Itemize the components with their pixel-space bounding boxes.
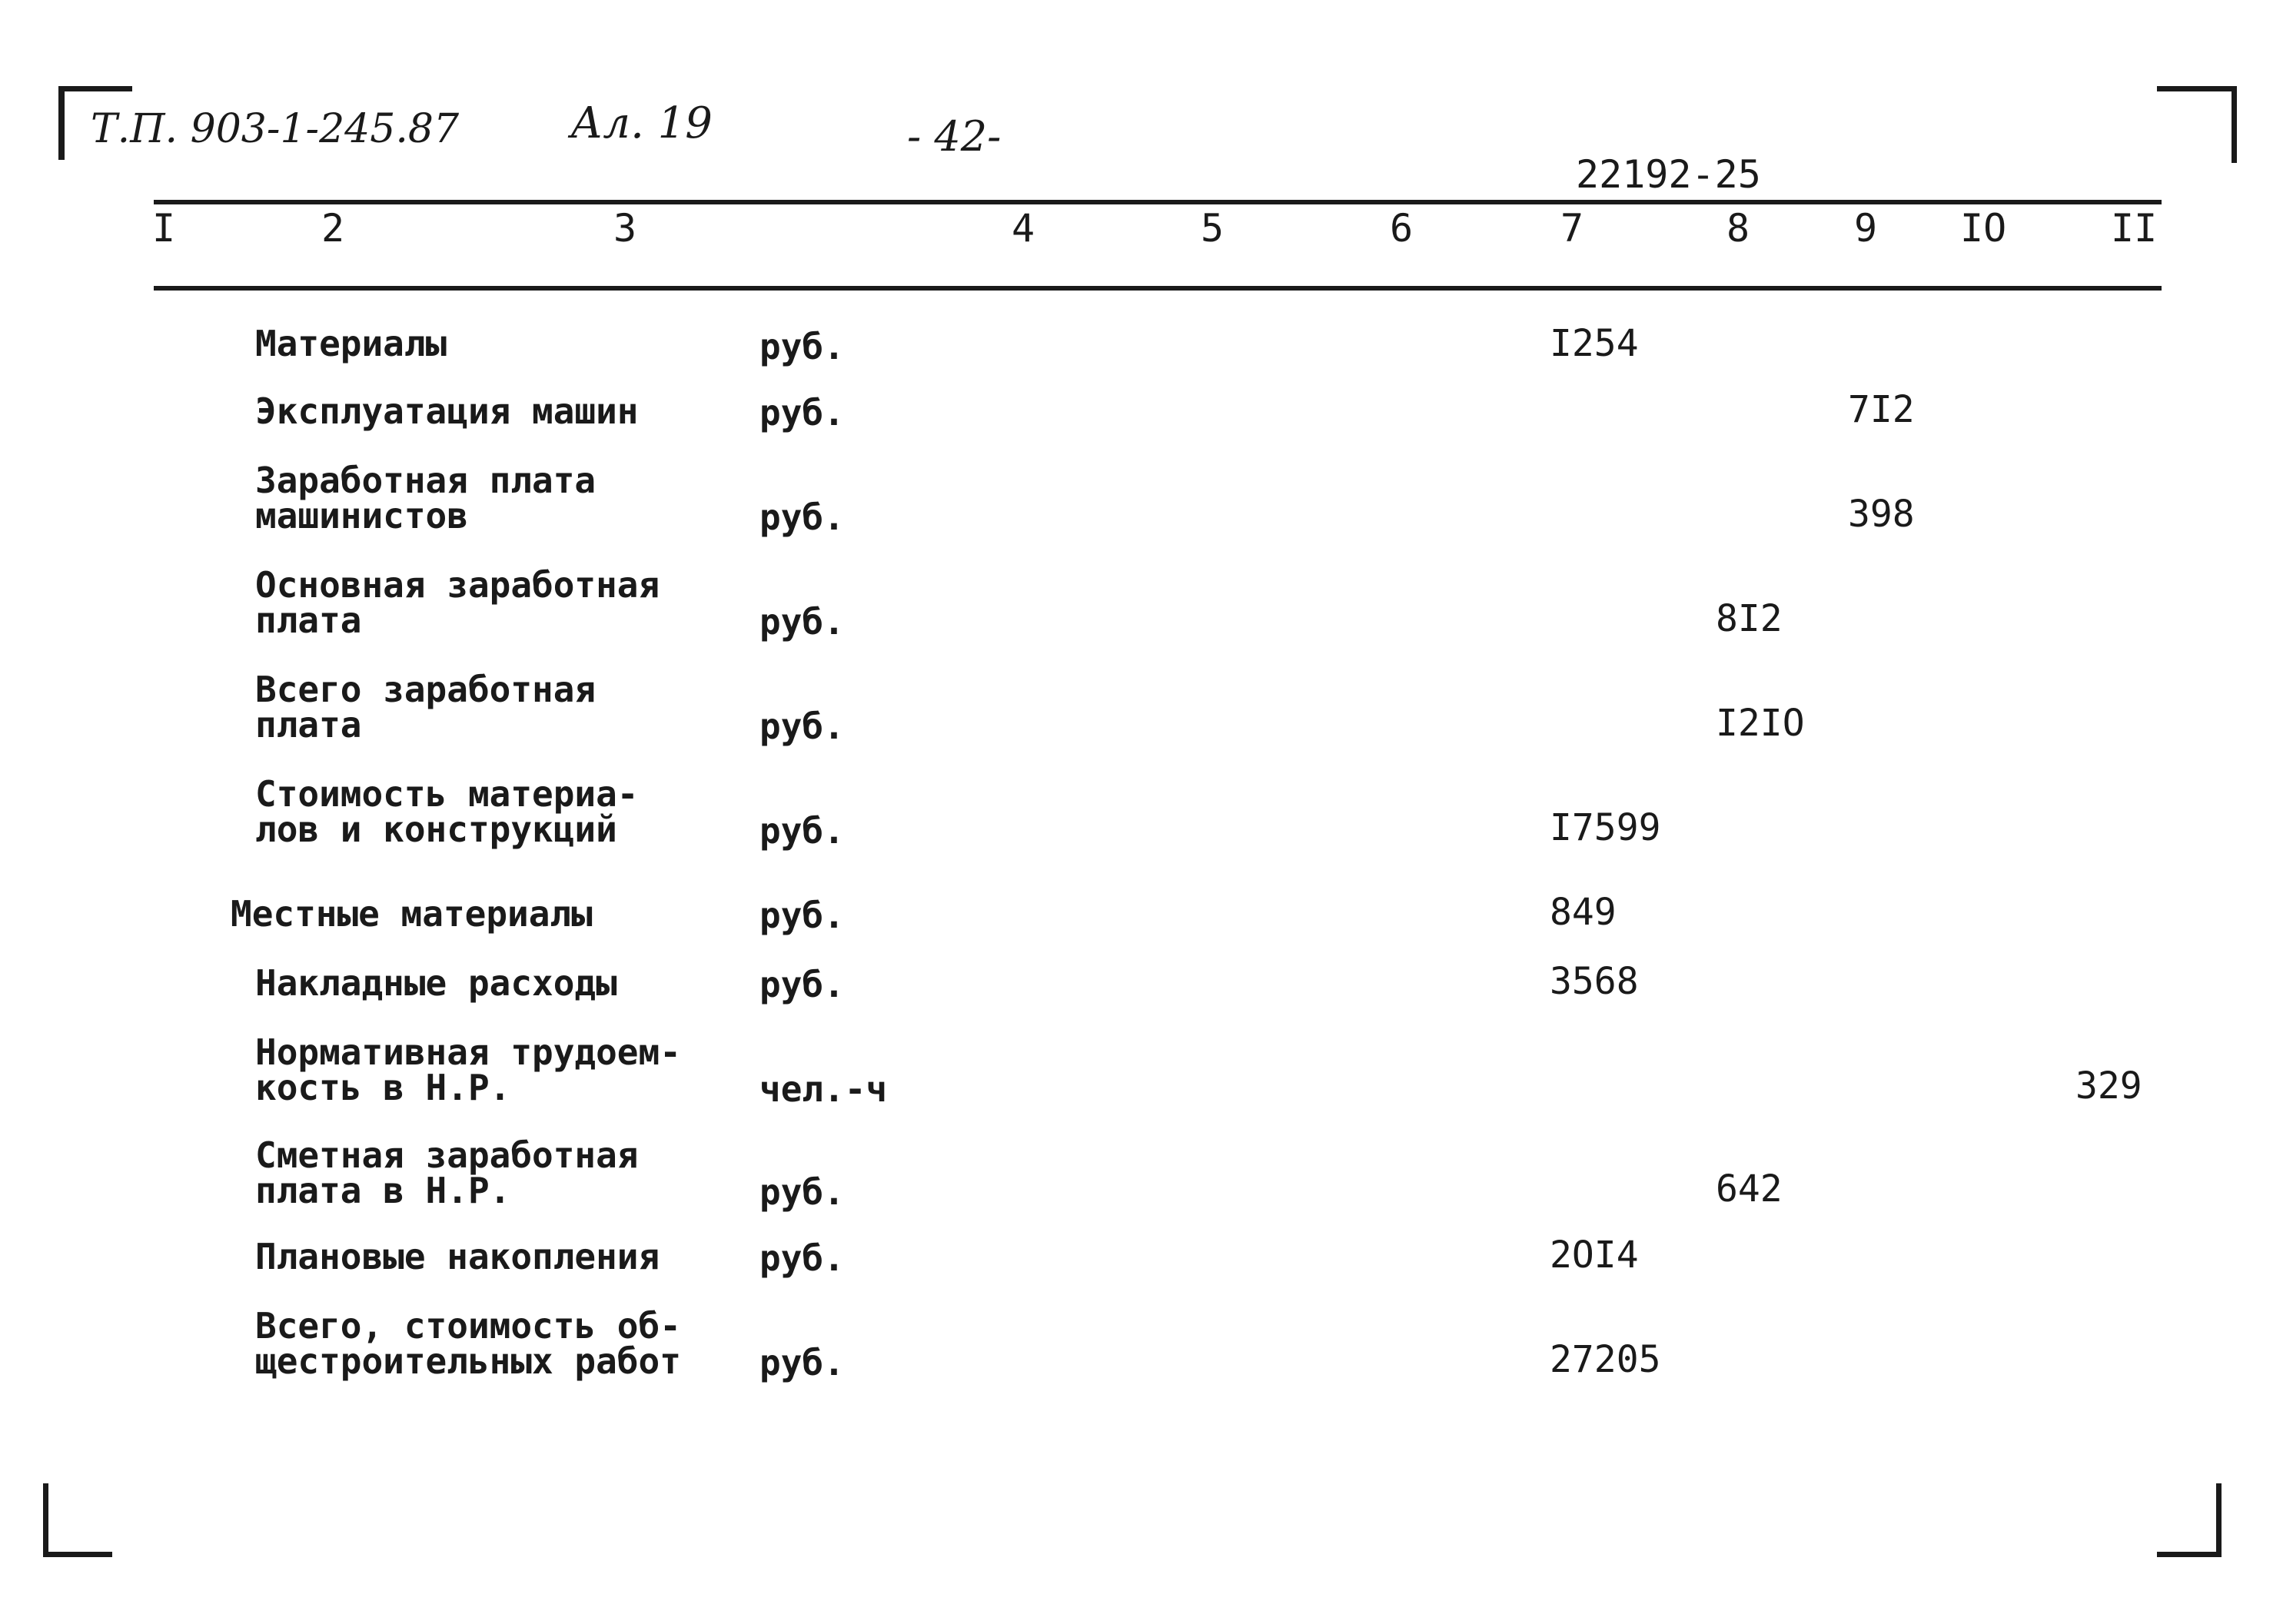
row-value: 398 (1848, 493, 1915, 536)
row-unit: руб. (759, 964, 845, 1005)
row-unit: руб. (759, 706, 845, 747)
row-value: 7I2 (1848, 388, 1915, 431)
column-number-8: 8 (1726, 206, 1750, 251)
row-description: Основная заработная плата (255, 564, 660, 641)
stamp-number: 22192-25 (1576, 152, 1761, 197)
row-unit: руб. (759, 1171, 845, 1213)
row-description: Материалы (255, 323, 447, 364)
column-number-9: 9 (1854, 206, 1878, 251)
row-unit: руб. (759, 810, 845, 852)
row-value: 2OI4 (1550, 1234, 1639, 1277)
row-value: I2IO (1716, 702, 1805, 745)
row-description: Накладные расходы (255, 962, 617, 1004)
corner-mark-bottom-left (43, 1483, 48, 1557)
row-description: Стоимость материа- лов и конструкций (255, 773, 639, 850)
column-number-5: 5 (1201, 206, 1225, 251)
column-number-6: 6 (1390, 206, 1414, 251)
column-number-11: II (2111, 206, 2158, 251)
column-number-1: I (152, 206, 176, 251)
row-unit: руб. (759, 392, 845, 433)
row-unit: руб. (759, 895, 845, 936)
row-description: Нормативная трудоем- кость в Н.Р. (255, 1031, 681, 1108)
page-number: - 42- (907, 112, 1002, 161)
row-description: Местные материалы (231, 893, 593, 935)
corner-mark-bottom-right (2216, 1483, 2222, 1557)
column-number-7: 7 (1560, 206, 1584, 251)
corner-mark-top-right (2232, 86, 2237, 163)
row-value: 329 (2075, 1064, 2142, 1108)
row-description: Заработная плата машинистов (255, 460, 597, 536)
corner-mark-top-right (2157, 86, 2237, 91)
row-description: Сметная заработная плата в Н.Р. (255, 1134, 639, 1211)
row-value: I7599 (1550, 806, 1661, 849)
column-number-2: 2 (321, 206, 345, 251)
row-value: 8I2 (1716, 597, 1783, 640)
column-number-3: 3 (613, 206, 637, 251)
row-value: 27205 (1550, 1338, 1661, 1381)
row-description: Эксплуатация машин (255, 390, 639, 432)
corner-mark-top-left (58, 86, 65, 160)
row-unit: руб. (759, 601, 845, 643)
row-unit: руб. (759, 496, 845, 538)
row-description: Плановые накопления (255, 1236, 660, 1277)
corner-mark-top-left (58, 86, 132, 91)
row-value: I254 (1550, 322, 1639, 365)
column-number-10: IO (1960, 206, 2007, 251)
row-value: 642 (1716, 1167, 1783, 1211)
corner-mark-bottom-right (2157, 1552, 2222, 1557)
row-unit: руб. (759, 326, 845, 367)
sheet-label: Ал. 19 (570, 98, 713, 148)
row-unit: руб. (759, 1342, 845, 1383)
row-description: Всего, стоимость об- щестроительных работ (255, 1305, 681, 1382)
row-unit: чел.-ч (759, 1068, 888, 1110)
table-header-rule (154, 286, 2162, 291)
document-code: Т.П. 903-1-245.87 (91, 106, 460, 152)
row-unit: руб. (759, 1237, 845, 1279)
row-value: 849 (1550, 891, 1617, 934)
table-top-rule (154, 200, 2162, 204)
row-value: 3568 (1550, 960, 1639, 1003)
corner-mark-bottom-left (43, 1552, 112, 1557)
column-number-4: 4 (1012, 206, 1035, 251)
row-description: Всего заработная плата (255, 669, 597, 746)
